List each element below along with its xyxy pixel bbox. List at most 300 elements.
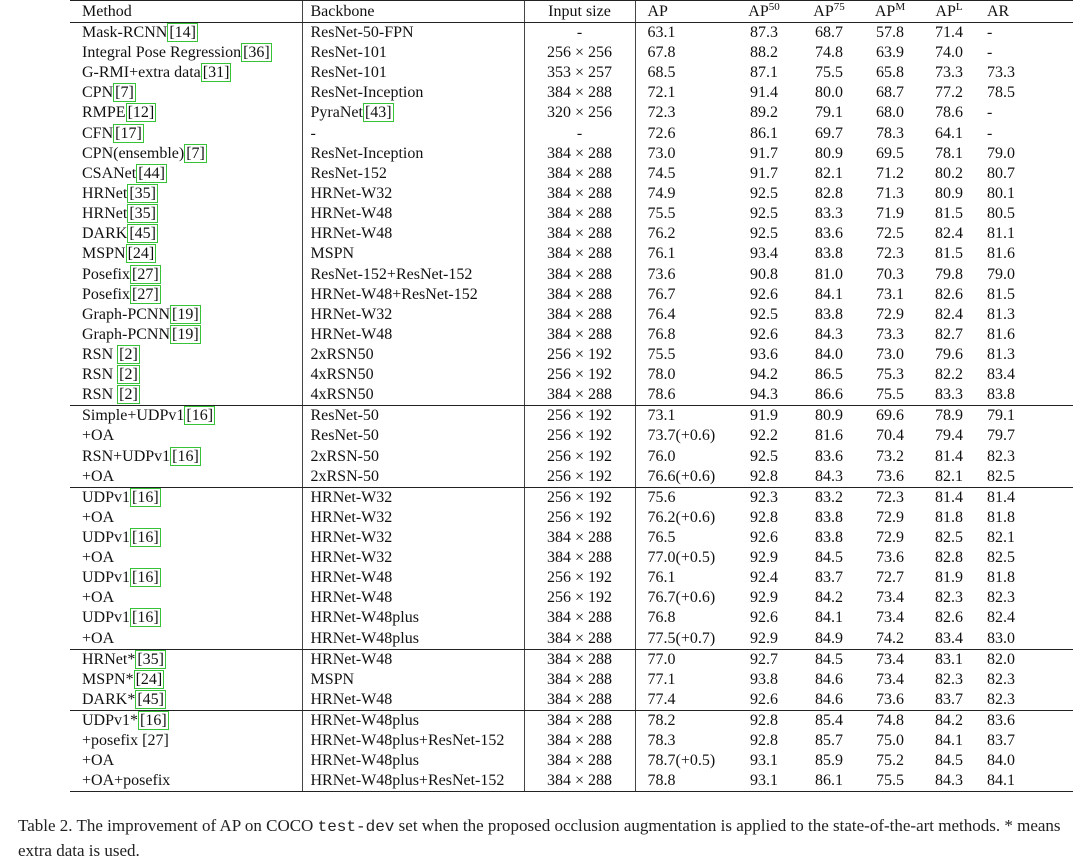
citation-link[interactable]: [16] xyxy=(132,488,159,506)
cell-apl: 82.4 xyxy=(935,305,963,323)
cell-ap: 72.3 xyxy=(635,103,731,123)
cell-apm: 72.9 xyxy=(876,508,904,526)
cell-ap75: 75.5 xyxy=(815,64,843,82)
citation-link[interactable]: [27] xyxy=(132,265,159,283)
citation-link[interactable]: [7] xyxy=(115,84,134,102)
backbone-name: HRNet-W48 xyxy=(310,205,393,223)
table-row xyxy=(70,103,1073,123)
cell-apl: 82.8 xyxy=(935,549,963,567)
cell-method xyxy=(70,164,302,184)
table-group-baselines xyxy=(70,23,1073,406)
cell-input-size: 384 × 288 xyxy=(524,771,635,792)
table-row xyxy=(70,43,1073,63)
citation-link[interactable]: [35] xyxy=(129,185,156,203)
cell-backbone xyxy=(302,447,524,467)
cell-apm: 69.5 xyxy=(876,144,904,162)
table-row xyxy=(70,305,1073,325)
cell-input-size: 384 × 288 xyxy=(524,385,635,406)
cell-ap75: 84.5 xyxy=(815,650,843,668)
cell-method xyxy=(70,771,302,792)
backbone-name: HRNet-W48plus xyxy=(310,629,419,647)
backbone-name: HRNet-W48plus+ResNet-152 xyxy=(310,771,505,789)
cell-apl: 79.8 xyxy=(935,265,963,283)
table-row xyxy=(70,710,1073,731)
table-row xyxy=(70,63,1073,83)
cell-ar: 81.6 xyxy=(987,326,1015,344)
cell-ap50: 92.4 xyxy=(750,569,778,587)
cell-input-size: 256 × 192 xyxy=(524,406,635,427)
cell-apl: 82.7 xyxy=(935,326,963,344)
cell-apl: 79.4 xyxy=(935,427,963,445)
backbone-name: ResNet-152 xyxy=(310,164,387,182)
cell-input-size: 384 × 288 xyxy=(524,670,635,690)
method-name: RSN xyxy=(82,386,118,404)
cell-ap50: 92.2 xyxy=(750,427,778,445)
cell-ap: 68.5 xyxy=(635,63,731,83)
cell-method xyxy=(70,63,302,83)
method-name: HRNet xyxy=(82,185,128,203)
cell-apm: 78.3 xyxy=(876,124,904,142)
cell-backbone xyxy=(302,305,524,325)
cell-input-size: 256 × 192 xyxy=(524,508,635,528)
citation-link[interactable]: [31] xyxy=(202,64,230,82)
cell-input-size: 384 × 288 xyxy=(524,204,635,224)
cell-ap: 76.1 xyxy=(635,568,731,588)
cell-apm: 73.4 xyxy=(876,670,904,688)
cell-ap75: 84.3 xyxy=(797,467,861,488)
cell-ap50: 92.6 xyxy=(750,609,778,627)
cell-ap75: 80.9 xyxy=(815,407,843,425)
method-name: Integral Pose Regression xyxy=(82,44,242,62)
cell-ap: 72.1 xyxy=(635,83,731,103)
backbone-name: HRNet-W32 xyxy=(310,508,393,526)
method-name: Posefix xyxy=(82,265,130,283)
cell-ap50: 92.5 xyxy=(750,447,778,465)
method-name: Graph-PCNN xyxy=(82,305,170,323)
cell-ap75: 81.6 xyxy=(815,427,843,445)
cell-ap50: 93.1 xyxy=(731,771,797,792)
cell-apm: 73.6 xyxy=(861,690,919,711)
cell-input-size: 353 × 257 xyxy=(524,63,635,83)
cell-ap: 72.6 xyxy=(635,124,731,144)
citation-link[interactable]: [24] xyxy=(135,670,163,688)
cell-apm: 70.4 xyxy=(876,427,904,445)
method-name: HRNet* xyxy=(82,650,136,668)
method-name: +posefix xyxy=(82,731,143,749)
method-name: CFN xyxy=(82,124,114,142)
cell-ar: 83.8 xyxy=(979,385,1073,406)
cell-apl: 71.4 xyxy=(935,24,963,41)
cell-ar: 83.4 xyxy=(987,366,1015,384)
cell-apm: 71.2 xyxy=(876,164,904,182)
citation-link[interactable]: [16] xyxy=(172,447,199,465)
cell-apl: 78.9 xyxy=(935,407,963,425)
cell-apl: 73.3 xyxy=(935,64,963,82)
cell-apm: 73.1 xyxy=(876,285,904,303)
cell-apm: 74.8 xyxy=(876,711,904,729)
cell-ar: 81.8 xyxy=(987,508,1015,526)
method-name: UDPv1 xyxy=(82,528,131,546)
citation-link[interactable]: [16] xyxy=(132,528,159,546)
cell-ap50: 92.6 xyxy=(750,285,778,303)
table-header-row xyxy=(70,1,1073,23)
citation-link[interactable]: [35] xyxy=(129,205,156,223)
cell-ap50: 92.9 xyxy=(750,589,778,607)
method-name: Posefix xyxy=(82,285,130,303)
cell-apl: 82.5 xyxy=(935,528,963,546)
method-name: UDPv1* xyxy=(82,711,139,729)
citation-link[interactable]: [19] xyxy=(172,326,199,344)
cell-ar: - xyxy=(987,124,993,142)
citation-link[interactable]: [35] xyxy=(137,650,164,668)
cell-ap50: 92.8 xyxy=(731,467,797,488)
cell-ap50: 92.9 xyxy=(750,549,778,567)
method-name: RMPE xyxy=(82,104,126,122)
cell-ap75: 85.7 xyxy=(815,731,843,749)
cell-method xyxy=(70,406,302,427)
backbone-name: HRNet-W48 xyxy=(310,690,393,708)
table-row xyxy=(70,690,1073,711)
table-row xyxy=(70,447,1073,467)
cell-apl: 81.4 xyxy=(935,488,963,506)
backbone-name: ResNet-50 xyxy=(310,427,379,445)
method-name: +OA xyxy=(82,508,115,526)
cell-ap: 76.4 xyxy=(635,305,731,325)
table-group-extra-data xyxy=(70,649,1073,710)
cell-input-size: 384 × 288 xyxy=(524,751,635,771)
cell-ap: 78.0 xyxy=(635,365,731,385)
backbone-name: HRNet-W48 xyxy=(310,326,393,344)
cell-apm: 73.6 xyxy=(861,467,919,488)
table-row xyxy=(70,487,1073,508)
cell-ar: 83.7 xyxy=(987,731,1015,749)
backbone-name: HRNet-W48plus xyxy=(310,609,419,627)
method-name: MSPN* xyxy=(82,670,134,688)
method-name: Simple+UDPv1 xyxy=(82,407,185,425)
cell-method xyxy=(70,285,302,305)
cell-method xyxy=(70,124,302,144)
cell-ap50: 92.8 xyxy=(750,508,778,526)
cell-ap50: 92.5 xyxy=(750,225,778,243)
cell-ar: 82.3 xyxy=(987,589,1015,607)
cell-ap: 76.7 xyxy=(635,285,731,305)
header-ap75: AP$^{75}$ xyxy=(797,1,861,23)
cell-ap: 78.8 xyxy=(635,771,731,792)
backbone-name: ResNet-101 xyxy=(310,44,387,62)
cell-backbone xyxy=(302,548,524,568)
cell-ap50: 92.6 xyxy=(750,326,778,344)
cell-ap75: 84.0 xyxy=(815,346,843,364)
citation-link[interactable]: [36] xyxy=(243,44,270,62)
cell-apl: 74.0 xyxy=(935,44,963,62)
backbone-name: MSPN xyxy=(310,670,355,688)
cell-method xyxy=(70,23,302,44)
cell-ar: 82.5 xyxy=(979,467,1073,488)
cell-ap: 78.6 xyxy=(635,385,731,406)
backbone-name: HRNet-W48plus xyxy=(310,751,419,769)
citation-link[interactable]: [2] xyxy=(119,346,138,364)
cell-method xyxy=(70,487,302,508)
cell-method xyxy=(70,528,302,548)
cell-ap: 75.5 xyxy=(635,204,731,224)
cell-ap50: 91.4 xyxy=(750,84,778,102)
cell-apm: 72.9 xyxy=(876,528,904,546)
cell-ap50: 87.3 xyxy=(750,24,778,41)
header-ar: AR xyxy=(979,1,1073,23)
cell-ap50: 90.8 xyxy=(750,265,778,283)
cell-apm: 75.5 xyxy=(861,385,919,406)
cell-backbone xyxy=(302,731,524,751)
cell-input-size: 256 × 192 xyxy=(524,487,635,508)
citation-link[interactable]: [27] xyxy=(132,285,159,303)
cell-ap50: 88.2 xyxy=(750,44,778,62)
cell-ar: 82.3 xyxy=(979,690,1073,711)
cell-apl: 77.2 xyxy=(935,84,963,102)
method-name: +OA xyxy=(82,467,115,485)
cell-apm: 57.8 xyxy=(876,24,904,41)
cell-method xyxy=(70,265,302,285)
method-name: UDPv1 xyxy=(82,609,131,627)
cell-ap75: 85.9 xyxy=(815,751,843,769)
cell-method xyxy=(70,43,302,63)
cell-input-size: 384 × 288 xyxy=(524,690,635,711)
cell-ar: 83.6 xyxy=(987,711,1015,729)
cell-ap75: 69.7 xyxy=(815,124,843,142)
cell-apl: 80.9 xyxy=(935,185,963,203)
table-row xyxy=(70,406,1073,427)
cell-input-size: 384 × 288 xyxy=(524,548,635,568)
cell-input-size: 384 × 288 xyxy=(524,83,635,103)
cell-apm: 73.3 xyxy=(876,326,904,344)
cell-input-size: 256 × 192 xyxy=(524,365,635,385)
cell-apl: 84.1 xyxy=(935,731,963,749)
backbone-name: 2xRSN-50 xyxy=(310,447,379,465)
cell-backbone xyxy=(302,588,524,608)
cell-input-size: 256 × 192 xyxy=(524,447,635,467)
cell-ar: 79.1 xyxy=(987,407,1015,425)
cell-ar: - xyxy=(987,24,993,41)
cell-backbone xyxy=(302,265,524,285)
cell-input-size: 384 × 288 xyxy=(524,325,635,345)
cell-ar: 84.1 xyxy=(979,771,1073,792)
table-row xyxy=(70,608,1073,628)
cell-ap75: 84.3 xyxy=(815,326,843,344)
cell-apm: 63.9 xyxy=(876,44,904,62)
cell-ap75: 82.8 xyxy=(815,185,843,203)
cell-ap75: 84.6 xyxy=(815,670,843,688)
citation-link[interactable]: [2] xyxy=(119,386,138,404)
cell-apl: 82.6 xyxy=(935,609,963,627)
cell-ar: 82.3 xyxy=(987,447,1015,465)
table-row xyxy=(70,124,1073,144)
cell-ar: 81.5 xyxy=(987,285,1015,303)
backbone-name: HRNet-W48plus xyxy=(310,711,419,729)
cell-ap75: 68.7 xyxy=(815,24,843,41)
method-name: DARK xyxy=(82,225,128,243)
cell-apm: 68.0 xyxy=(876,104,904,122)
method-name: HRNet xyxy=(82,205,128,223)
cell-backbone xyxy=(302,528,524,548)
citation-link[interactable]: [12] xyxy=(127,104,155,122)
cell-method xyxy=(70,224,302,244)
backbone-name: ResNet-152+ResNet-152 xyxy=(310,265,473,283)
cell-backbone xyxy=(302,23,524,44)
table-row xyxy=(70,467,1073,488)
cell-apl: 82.3 xyxy=(935,589,963,607)
table-row xyxy=(70,670,1073,690)
cell-method xyxy=(70,365,302,385)
cell-backbone xyxy=(302,710,524,731)
cell-apm: 69.6 xyxy=(876,407,904,425)
citation-link[interactable]: [7] xyxy=(186,144,205,162)
cell-apm: 73.6 xyxy=(876,549,904,567)
cell-backbone xyxy=(302,184,524,204)
cell-ap75: 83.6 xyxy=(815,225,843,243)
citation-link[interactable]: [16] xyxy=(186,407,214,425)
table-row xyxy=(70,285,1073,305)
cell-apl: 82.4 xyxy=(935,225,963,243)
table-row xyxy=(70,385,1073,406)
cell-input-size: - xyxy=(524,23,635,44)
cell-input-size: 384 × 288 xyxy=(524,649,635,670)
cell-ap50: 92.6 xyxy=(731,690,797,711)
citation-link[interactable]: [24] xyxy=(127,245,155,263)
backbone-name: HRNet-W48+ResNet-152 xyxy=(310,285,478,303)
cell-ap50: 91.9 xyxy=(750,407,778,425)
cell-ap50: 92.6 xyxy=(750,528,778,546)
cell-apm: 73.2 xyxy=(876,447,904,465)
cell-backbone xyxy=(302,325,524,345)
cell-input-size: 384 × 288 xyxy=(524,265,635,285)
cell-method xyxy=(70,325,302,345)
cell-ap: 75.5 xyxy=(635,345,731,365)
cell-input-size: 384 × 288 xyxy=(524,224,635,244)
cell-method xyxy=(70,731,302,751)
cell-backbone xyxy=(302,629,524,650)
cell-input-size: 256 × 256 xyxy=(524,43,635,63)
method-name: Graph-PCNN xyxy=(82,326,170,344)
citation-link[interactable]: [14] xyxy=(169,24,196,41)
table-row xyxy=(70,751,1073,771)
cell-input-size: 256 × 192 xyxy=(524,588,635,608)
citation-link[interactable]: [45] xyxy=(129,225,156,243)
citation-link[interactable]: [17] xyxy=(115,124,142,142)
citation-link[interactable]: [45] xyxy=(137,690,164,708)
cell-ar: 82.0 xyxy=(987,650,1015,668)
cell-apl: 81.8 xyxy=(935,508,963,526)
cell-apm: 75.2 xyxy=(876,751,904,769)
cell-ap: 73.6 xyxy=(635,265,731,285)
cell-method xyxy=(70,305,302,325)
cell-ap: 76.8 xyxy=(635,608,731,628)
citation-link[interactable]: [19] xyxy=(172,305,199,323)
cell-ap75: 86.5 xyxy=(815,366,843,384)
cell-input-size: 256 × 192 xyxy=(524,426,635,446)
backbone-name: - xyxy=(310,124,316,142)
cell-ap: 78.2 xyxy=(635,710,731,731)
backbone-name: HRNet-W48 xyxy=(310,650,393,668)
cell-ap75: 85.4 xyxy=(815,711,843,729)
cell-ap50: 92.7 xyxy=(750,650,778,668)
citation-link[interactable]: [27] xyxy=(142,731,169,749)
cell-backbone xyxy=(302,568,524,588)
cell-ap: 73.1 xyxy=(635,406,731,427)
method-name: CPN xyxy=(82,84,114,102)
table-row xyxy=(70,265,1073,285)
cell-ap50: 92.5 xyxy=(750,305,778,323)
cell-apl: 82.2 xyxy=(935,366,963,384)
cell-apl: 82.6 xyxy=(935,285,963,303)
backbone-name: 2xRSN50 xyxy=(310,346,374,364)
method-name: RSN+UDPv1 xyxy=(82,447,171,465)
cell-ap75: 84.1 xyxy=(815,285,843,303)
cell-input-size: 384 × 288 xyxy=(524,629,635,650)
cell-ap75: 86.1 xyxy=(797,771,861,792)
cell-ap50: 89.2 xyxy=(750,104,778,122)
cell-apm: 71.9 xyxy=(876,205,904,223)
cell-input-size: 320 × 256 xyxy=(524,103,635,123)
cell-ap50: 87.1 xyxy=(750,64,778,82)
citation-link[interactable]: [16] xyxy=(132,569,159,587)
backbone-name: ResNet-Inception xyxy=(310,84,424,102)
cell-apl: 79.6 xyxy=(935,346,963,364)
cell-method xyxy=(70,548,302,568)
cell-ap: 78.3 xyxy=(635,731,731,751)
cell-backbone xyxy=(302,385,524,406)
cell-ar: 81.4 xyxy=(987,488,1015,506)
cell-ap: 76.7(+0.6) xyxy=(635,588,731,608)
cell-apm: 71.3 xyxy=(876,185,904,203)
table-row xyxy=(70,528,1073,548)
citation-link[interactable]: [43] xyxy=(364,104,392,122)
cell-ap50: 91.7 xyxy=(750,144,778,162)
cell-apm: 70.3 xyxy=(876,265,904,283)
cell-ap75: 83.7 xyxy=(815,569,843,587)
method-name: +OA xyxy=(82,629,115,647)
results-table xyxy=(70,0,1073,792)
cell-method xyxy=(70,508,302,528)
cell-ap75: 83.8 xyxy=(815,305,843,323)
cell-method xyxy=(70,345,302,365)
cell-apm: 75.5 xyxy=(861,771,919,792)
backbone-name: 4xRSN50 xyxy=(310,386,374,404)
cell-ap75: 83.8 xyxy=(815,508,843,526)
cell-apm: 73.4 xyxy=(876,650,904,668)
cell-apm: 72.3 xyxy=(876,245,904,263)
cell-backbone xyxy=(302,608,524,628)
citation-link[interactable]: [16] xyxy=(140,711,167,729)
cell-backbone xyxy=(302,345,524,365)
cell-ap50: 92.3 xyxy=(750,488,778,506)
cell-apl: 78.6 xyxy=(935,104,963,122)
cell-apm: 68.7 xyxy=(876,84,904,102)
cell-method xyxy=(70,144,302,164)
cell-apl: 83.7 xyxy=(919,690,979,711)
table-row xyxy=(70,325,1073,345)
cell-ap50: 86.1 xyxy=(750,124,778,142)
cell-ap: 77.1 xyxy=(635,670,731,690)
citation-link[interactable]: [16] xyxy=(132,609,159,627)
cell-backbone xyxy=(302,771,524,792)
table-row xyxy=(70,345,1073,365)
cell-apm: 72.3 xyxy=(876,488,904,506)
backbone-name: HRNet-W32 xyxy=(310,528,393,546)
table-row xyxy=(70,568,1073,588)
citation-link[interactable]: [2] xyxy=(119,366,138,384)
backbone-name: 4xRSN50 xyxy=(310,366,374,384)
cell-ap75: 83.2 xyxy=(815,488,843,506)
citation-link[interactable]: [44] xyxy=(138,164,165,182)
